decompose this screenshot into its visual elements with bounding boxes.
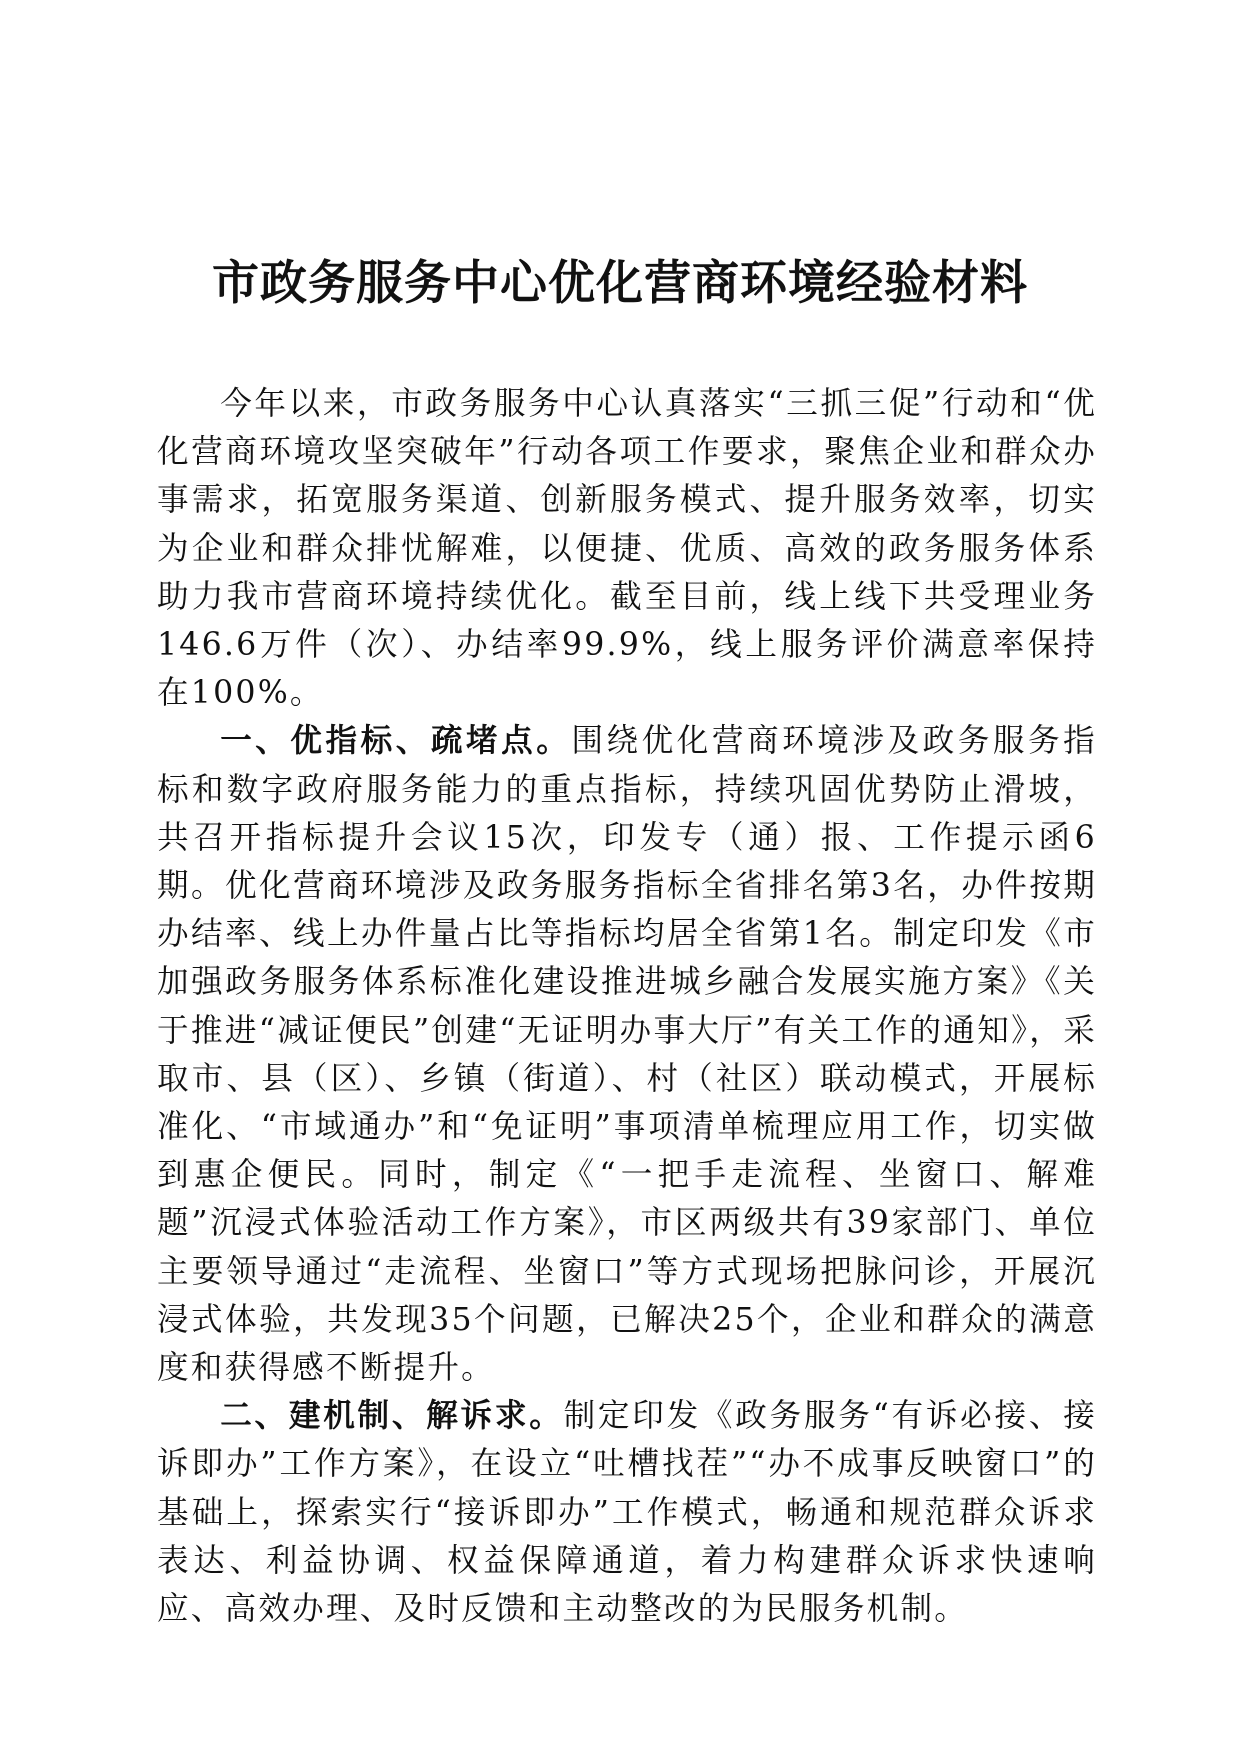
section-heading: 一、优指标、疏堵点。: [220, 722, 572, 760]
paragraph-text: 今年以来，市政务服务中心认真落实“三抓三促”行动和“优化营商环境攻坚突破年”行动各项工作要求，聚焦企业和群众办事需求，拓宽服务渠道、创新服务模式、提升服务效率，切实为企业和群众排忧解难，以便捷、优质、高效的政务服务体系助力我市营商环境持续优化。截至目前，线上线下共受理业务146.6万件（次）、办结率99.9%，线上服务评价满意率保持在100%。: [157, 386, 1097, 712]
section-heading: 二、建机制、解诉求。: [220, 1397, 564, 1435]
paragraph-text: 围绕优化营商环境涉及政务服务指标和数字政府服务能力的重点指标，持续巩固优势防止滑坡，共召开指标提升会议15次，印发专（通）报、工作提示函6期。优化营商环境涉及政务服务指标全省排名第3名，办件按期办结率、线上办件量占比等指标均居全省第1名。制定印发《市加强政务服务体系标准化建设推进城乡融合发展实施方案》《关于推进“减证便民”创建“无证明办事大厅”有关工作的通知》，采取市、县（区）、乡镇（街道）、村（社区）联动模式，开展标准化、“市域通办”和“免证明”事项清单梳理应用工作，切实做到惠企便民。同时，制定《“一把手走流程、坐窗口、解难题”沉浸式体验活动工作方案》，市区两级共有39家部门、单位主要领导通过“走流程、坐窗口”等方式现场把脉问诊，开展沉浸式体验，共发现35个问题，已解决25个，企业和群众的满意度和获得感不断提升。: [157, 723, 1097, 1387]
paragraph-section-1: [157, 717, 1097, 1392]
paragraph-text: 制定印发《政务服务“有诉必接、接诉即办”工作方案》，在设立“吐槽找茬”“办不成事反映窗口”的基础上，探索实行“接诉即办”工作模式，畅通和规范群众诉求表达、利益协调、权益保障通道，着力构建群众诉求快速响应、高效办理、及时反馈和主动整改的为民服务机制。: [157, 1398, 1097, 1628]
paragraph-section-2: [157, 1392, 1097, 1633]
document-title: 市政务服务中心优化营商环境经验材料: [212, 256, 1028, 311]
paragraph-intro: [157, 380, 1097, 717]
document-body: [157, 380, 1097, 1633]
